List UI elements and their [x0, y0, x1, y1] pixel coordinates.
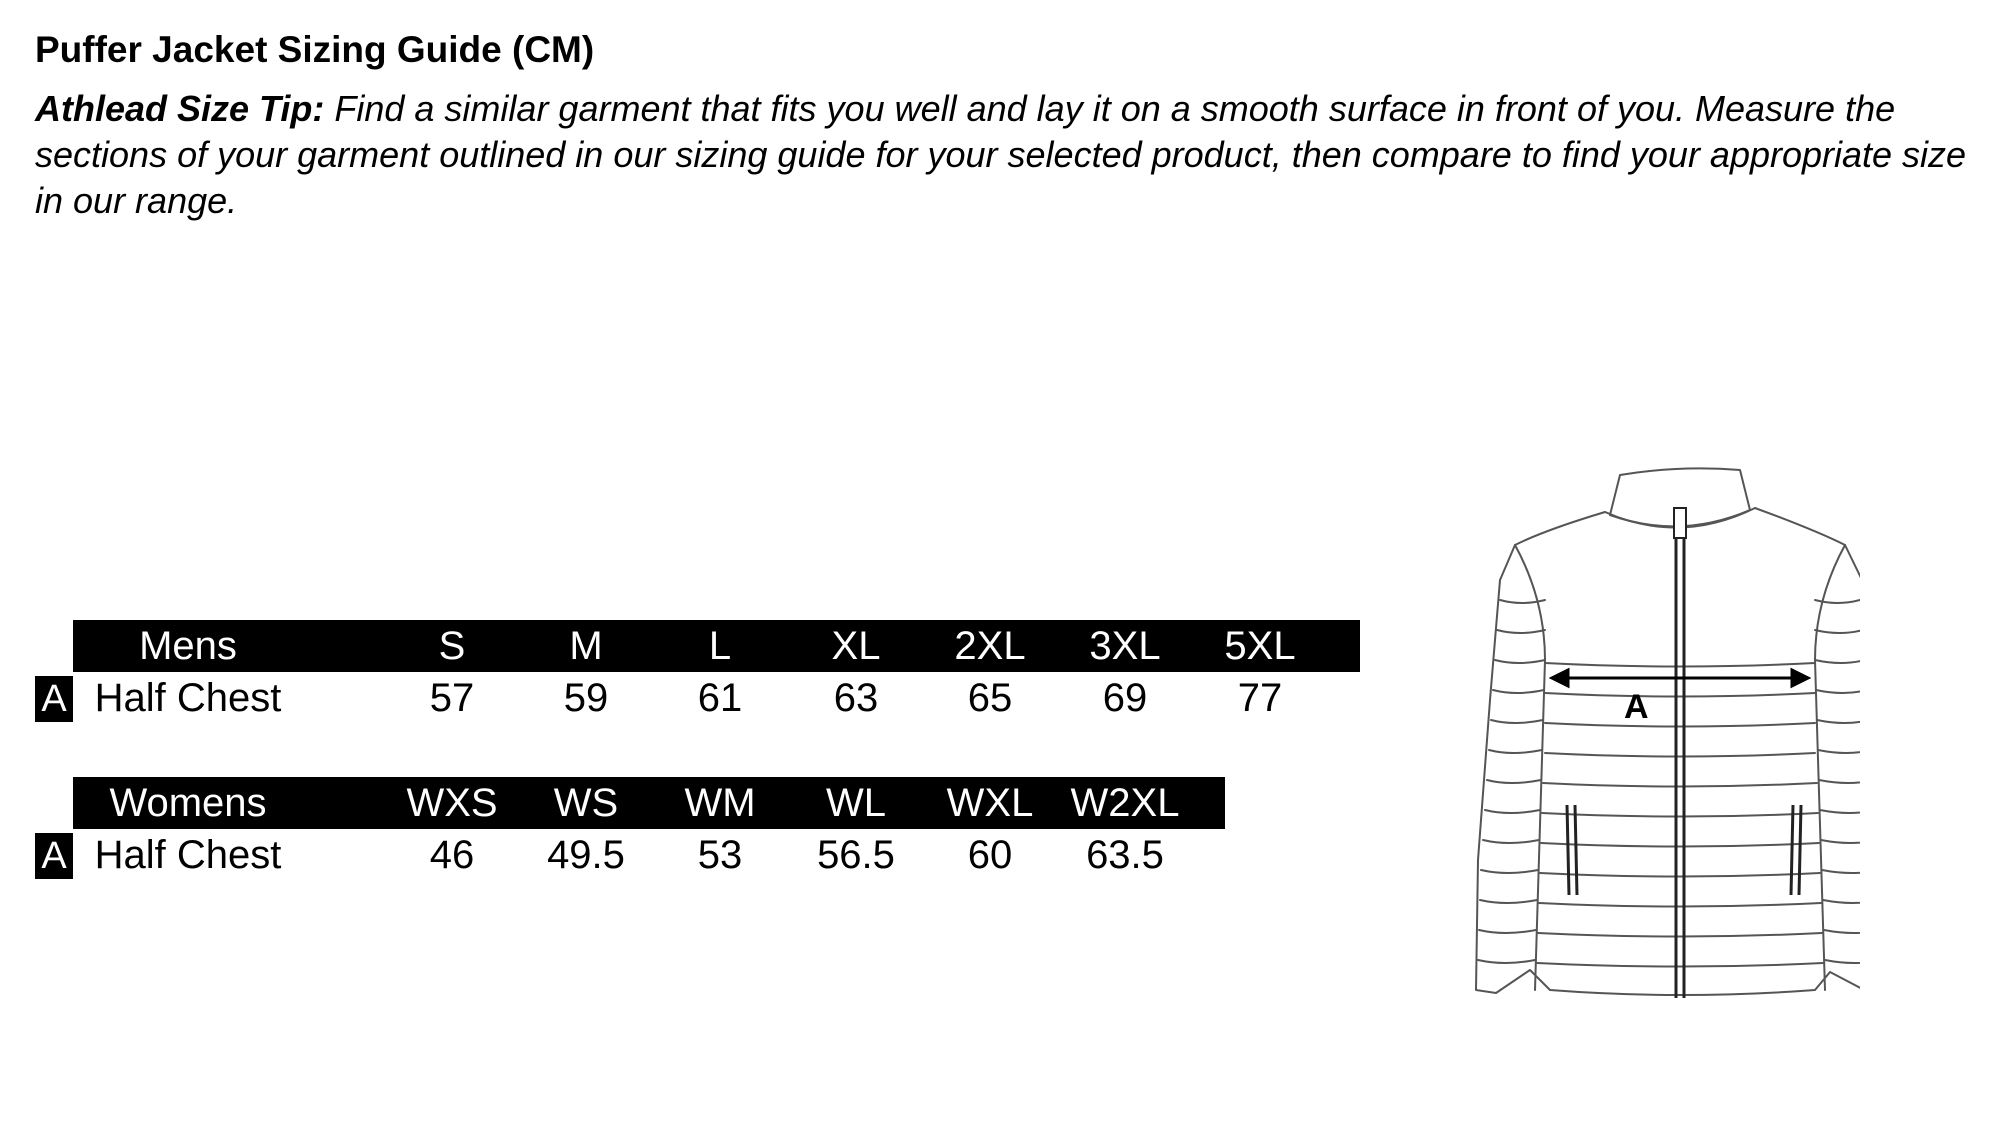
size-tip-text: Find a similar garment that fits you well and lay it on a smooth surface in front of you. Measure the sections of your garment outlined in our sizing guide for your selected product, then compare to find your appropriate size in our range.: [35, 88, 1967, 221]
measurement-code-badge: A: [35, 833, 73, 879]
size-value: 77: [1237, 676, 1283, 720]
size-heading: M: [569, 624, 603, 668]
size-heading: W2XL: [1070, 781, 1180, 825]
womens-header-label: Womens: [109, 781, 267, 825]
size-value: 57: [429, 676, 475, 720]
size-heading: S: [438, 624, 466, 668]
size-value: 65: [967, 676, 1013, 720]
size-value: 49.5: [547, 833, 625, 877]
size-value: 63.5: [1086, 833, 1164, 877]
size-value: 69: [1102, 676, 1148, 720]
size-value: 63: [833, 676, 879, 720]
size-value: 53: [697, 833, 743, 877]
page-title: Puffer Jacket Sizing Guide (CM): [35, 29, 595, 70]
right-armhole-seam: [1815, 545, 1845, 990]
size-value: 60: [967, 833, 1013, 877]
size-heading: WM: [684, 781, 756, 825]
size-heading: WL: [826, 781, 886, 825]
size-heading: WS: [553, 781, 619, 825]
half-chest-measure-arrow: [1552, 670, 1808, 686]
size-heading: 2XL: [954, 624, 1026, 668]
mens-header-label: Mens: [139, 624, 237, 668]
size-value: 46: [429, 833, 475, 877]
size-heading: WXS: [406, 781, 498, 825]
puffer-jacket-diagram: [1440, 465, 1860, 1025]
measure-label-a: A: [1624, 688, 1649, 726]
size-heading: WXL: [946, 781, 1034, 825]
size-value: 61: [697, 676, 743, 720]
size-tip-lead: Athlead Size Tip:: [35, 88, 325, 129]
size-heading: L: [708, 624, 732, 668]
size-value: 59: [563, 676, 609, 720]
size-tip: [35, 86, 1985, 224]
size-heading: 3XL: [1089, 624, 1161, 668]
left-armhole-seam: [1515, 545, 1545, 990]
measurement-code-badge: A: [35, 676, 73, 722]
measurement-label: Half Chest: [94, 676, 282, 720]
size-heading: 5XL: [1224, 624, 1296, 668]
center-zipper: [1674, 508, 1686, 998]
size-value: 56.5: [817, 833, 895, 877]
size-heading: XL: [831, 624, 881, 668]
measurement-label: Half Chest: [94, 833, 282, 877]
